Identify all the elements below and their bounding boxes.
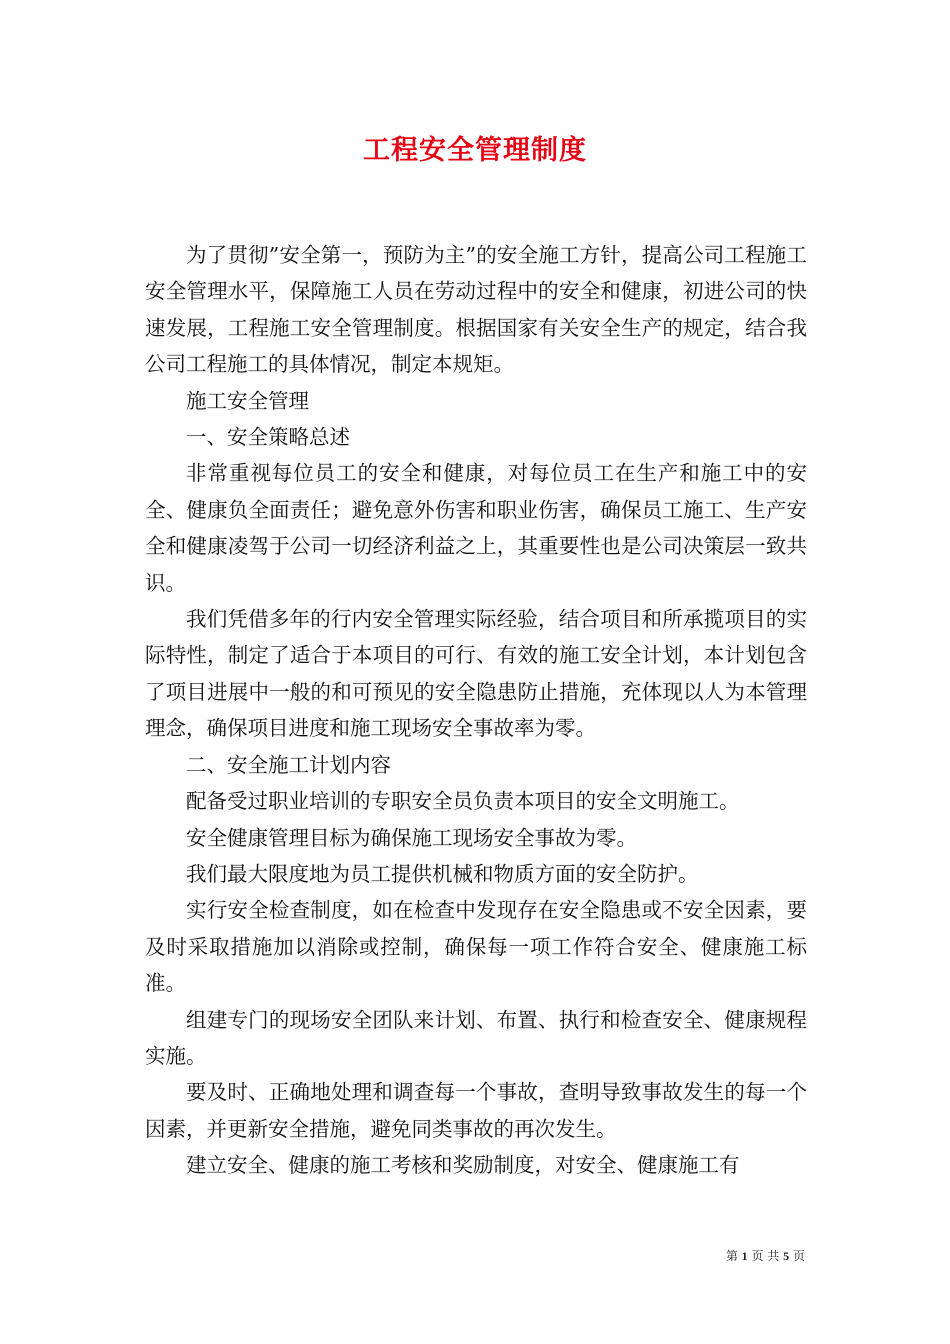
paragraph: 我们最大限度地为员工提供机械和物质方面的安全防护。 xyxy=(186,861,699,886)
paragraph: 非常重视每位员工的安全和健康，对每位员工在生产和施工中的安全、健康负全面责任；避免意外伤害和职业伤害，确保员工施工、生产安全和健康凌驾于公司一切经济利益之上，其重要性也是公司决策层一致共识。 xyxy=(145,461,807,595)
footer-suffix: 页 xyxy=(792,1249,805,1263)
paragraph: 我们凭借多年的行内安全管理实际经验，结合项目和所承揽项目的实际特性，制定了适合于本项目的可行、有效的施工安全计划，本计划包含了项目进展中一般的和可预见的安全隐患防止措施，充体现以人为本管理理念，确保项目进度和施工现场安全事故率为零。 xyxy=(145,607,807,741)
paragraph: 组建专门的现场安全团队来计划、布置、执行和检查安全、健康规程实施。 xyxy=(145,1007,807,1068)
page-number-footer xyxy=(726,1247,805,1264)
paragraph: 安全健康管理目标为确保施工现场安全事故为零。 xyxy=(186,825,637,850)
paragraph: 要及时、正确地处理和调查每一个事故，查明导致事故发生的每一个因素，并更新安全措施，避免同类事故的再次发生。 xyxy=(145,1080,807,1141)
footer-middle: 页 共 xyxy=(751,1249,780,1263)
current-page-number: 1 xyxy=(741,1249,748,1263)
section-heading: 二、安全施工计划内容 xyxy=(186,752,391,777)
footer-prefix: 第 xyxy=(725,1249,738,1263)
document-title: 工程安全管理制度 xyxy=(363,135,587,166)
section-heading: 一、安全策略总述 xyxy=(186,425,350,450)
paragraph: 为了贯彻”安全第一，预防为主”的安全施工方针，提高公司工程施工安全管理水平，保障施工人员在劳动过程中的安全和健康，初进公司的快速发展，工程施工安全管理制度。根据国家有关安全生产的规定，结合我公司工程施工的具体情况，制定本规矩。 xyxy=(145,243,807,377)
document-body xyxy=(145,237,807,1184)
paragraph: 建立安全、健康的施工考核和奖励制度，对安全、健康施工有 xyxy=(186,1153,740,1178)
total-pages-number: 5 xyxy=(783,1249,790,1263)
section-heading: 施工安全管理 xyxy=(186,388,309,413)
paragraph: 实行安全检查制度，如在检查中发现存在安全隐患或不安全因素，要及时采取措施加以消除或控制，确保每一项工作符合安全、健康施工标准。 xyxy=(145,898,807,996)
paragraph: 配备受过职业培训的专职安全员负责本项目的安全文明施工。 xyxy=(186,789,740,814)
